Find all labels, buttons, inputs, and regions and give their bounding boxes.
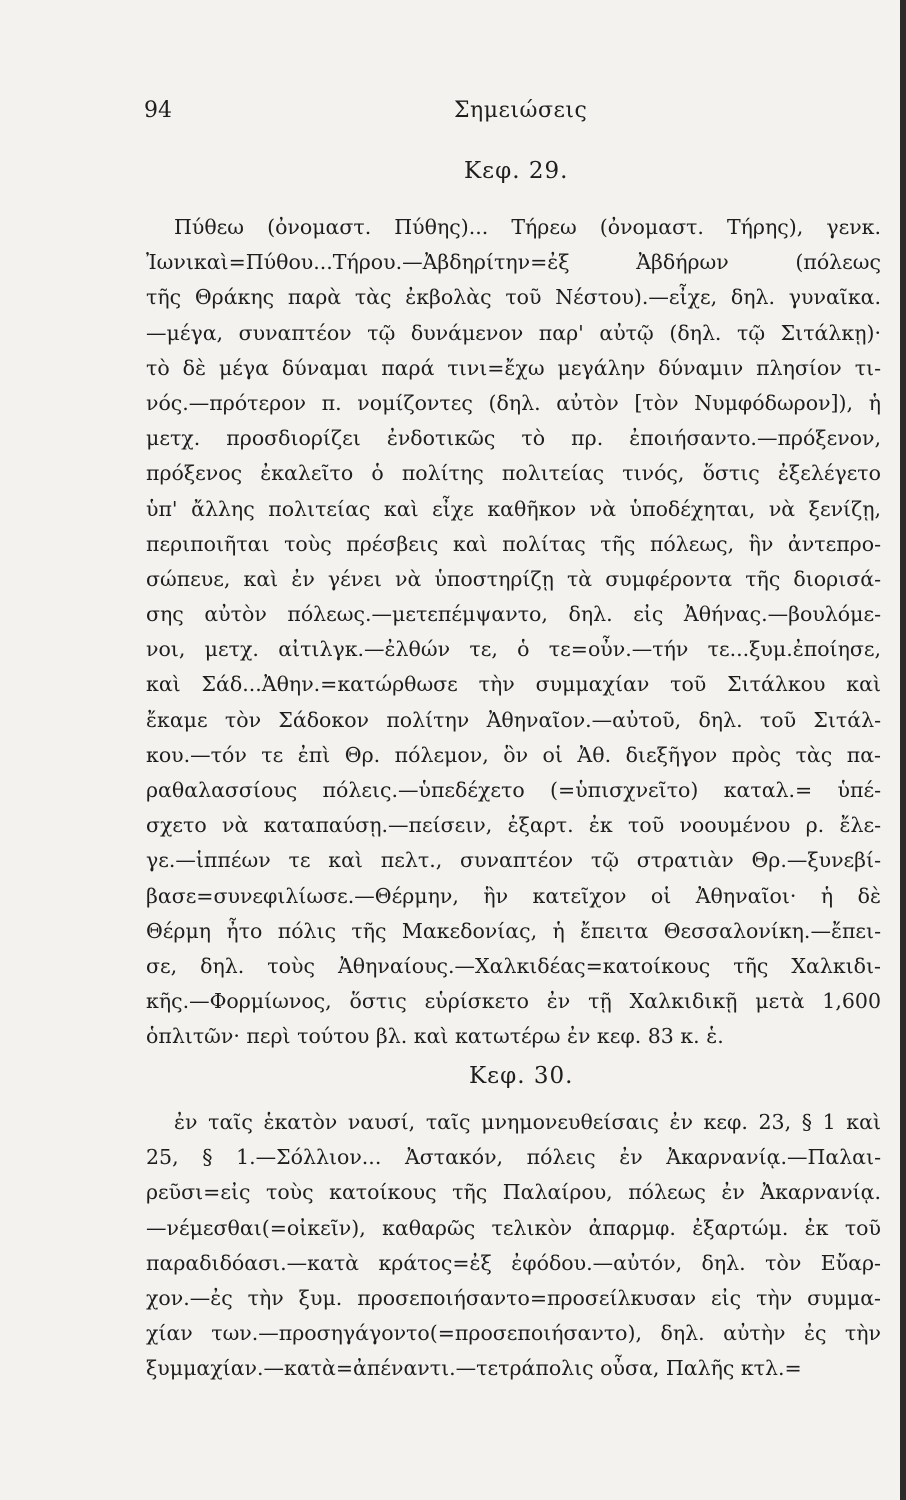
text-line: Θέρμη ἦτο πόλις τῆς Μακεδονίας, ἡ ἔπειτα Θεσσαλονίκη.—ἔπει- [146, 918, 881, 943]
text-line: νός.—πρότερον π. νομίζοντες (δηλ. αὐτὸν [τὸν Νυμφόδωρον]), ἡ [146, 390, 881, 415]
text-line: σε, δηλ. τοὺς Ἀθηναίους.—Χαλκιδέας=κατοίκους τῆς Χαλκιδι- [146, 953, 881, 978]
text-line: —νέμεσθαι(=οἰκεῖν), καθαρῶς τελικὸν ἀπαρμφ. ἐξαρτώμ. ἐκ τοῦ [146, 1215, 881, 1240]
chapter-heading-29: Κεφ. 29. [464, 158, 569, 184]
text-line: ρεῦσι=εἰς τοὺς κατοίκους τῆς Παλαίρου, πόλεως ἐν Ἀκαρνανίᾳ. [146, 1180, 881, 1205]
text-line: ραθαλασσίους πόλεις.—ὑπεδέχετο (=ὑπισχνεῖτο) καταλ.= ὑπέ- [146, 778, 881, 802]
text-line: καὶ Σάδ...Ἀθην.=κατώρθωσε τὴν συμμαχίαν τοῦ Σιτάλκου καὶ [146, 672, 881, 697]
text-line: μετχ. προσδιορίζει ἐνδοτικῶς τὸ πρ. ἐποιήσαντο.—πρόξενον, [146, 426, 881, 451]
text-line: νοι, μετχ. αἰτιλγκ.—ἐλθών τε, ὁ τε=οὖν.—τήν τε...ξυμ.ἐποίησε, [146, 637, 881, 662]
text-line: βασε=συνεφιλίωσε.—Θέρμην, ἣν κατεῖχον οἱ Ἀθηναῖοι· ἡ δὲ [146, 883, 881, 908]
text-line: σώπευε, καὶ ἐν γένει νὰ ὑποστηρίζῃ τὰ συμφέροντα τῆς διορισά- [146, 566, 881, 591]
text-line: ξυμμαχίαν.—κατὰ=ἀπέναντι.—τετράπολις οὖσα, Παλῆς κτλ.= [146, 1356, 802, 1381]
text-line: τῆς Θράκης παρὰ τὰς ἐκβολὰς τοῦ Νέστου).—εἶχε, δηλ. γυναῖκα. [146, 285, 881, 310]
text-line: —μέγα, συναπτέον τῷ δυνάμενον παρ' αὐτῷ (δηλ. τῷ Σιτάλκῃ)· [146, 320, 881, 345]
text-line: ὑπ' ἄλλης πολιτείας καὶ εἶχε καθῆκον νὰ ὑποδέχηται, νὰ ξενίζῃ, [146, 496, 881, 521]
text-line: χίαν των.—προσηγάγοντο(=προσεποιήσαντο), δηλ. αὐτὴν ἐς τὴν [146, 1321, 881, 1346]
text-line: γε.—ἱππέων τε καὶ πελτ., συναπτέον τῷ στρατιὰν Θρ.—ξυνεβί- [146, 848, 881, 873]
page-number: 94 [144, 98, 172, 123]
text-line: τὸ δὲ μέγα δύναμαι παρά τινι=ἔχω μεγάλην δύναμιν πλησίον τι- [146, 355, 881, 380]
text-line: 25, § 1.—Σόλλιον... Ἀστακόν, πόλεις ἐν Ἀκαρνανίᾳ.—Παλαι- [146, 1145, 881, 1170]
text-line: περιποιῆται τοὺς πρέσβεις καὶ πολίτας τῆς πόλεως, ἣν ἀντεπρο- [146, 531, 881, 556]
text-line: σχετο νὰ καταπαύσῃ.—πείσειν, ἐξαρτ. ἐκ τοῦ νοουμένου ρ. ἔλε- [146, 813, 881, 838]
chapter-heading-30: Κεφ. 30. [469, 1063, 574, 1089]
text-line: παραδιδόασι.—κατὰ κράτος=ἐξ ἐφόδου.—αὐτόν, δηλ. τὸν Εὔαρ- [146, 1250, 881, 1275]
text-line: κῆς.—Φορμίωνος, ὅστις εὑρίσκετο ἐν τῇ Χαλκιδικῇ μετὰ 1,600 [146, 989, 881, 1014]
text-line: Πύθεω (ὀνομαστ. Πύθης)... Τήρεω (ὀνομαστ. Τήρης), γενκ. [174, 215, 881, 239]
notes-block-chapter-30 [146, 1105, 881, 1387]
running-title: Σημειώσεις [454, 98, 588, 123]
text-line: χον.—ἐς τὴν ξυμ. προσεποιήσαντο=προσείλκυσαν εἰς τὴν συμμα- [146, 1285, 881, 1310]
text-line: κου.—τόν τε ἐπὶ Θρ. πόλεμον, ὃν οἱ Ἀθ. διεξῆγον πρὸς τὰς πα- [146, 742, 881, 767]
text-line: ἔκαμε τὸν Σάδοκον πολίτην Ἀθηναῖον.—αὐτοῦ, δηλ. τοῦ Σιτάλ- [146, 707, 881, 732]
text-line: σης αὐτὸν πόλεως.—μετεπέμψαντο, δηλ. εἰς Ἀθήνας.—βουλόμε- [146, 602, 881, 627]
text-line: ἐν ταῖς ἑκατὸν ναυσί, ταῖς μνημονευθείσαις ἐν κεφ. 23, § 1 καὶ [174, 1110, 881, 1134]
text-line: Ἰωνικαὶ=Πύθου...Τήρου.—Ἀβδηρίτην=ἐξ Ἀβδήρων (πόλεως [146, 250, 881, 275]
page-edge-shadow [900, 0, 906, 1500]
text-line: ὁπλιτῶν· περὶ τούτου βλ. καὶ κατωτέρω ἐν κεφ. 83 κ. ἑ. [146, 1024, 724, 1049]
text-line: πρόξενος ἐκαλεῖτο ὁ πολίτης πολιτείας τινός, ὅστις ἐξελέγετο [146, 461, 881, 486]
notes-block-chapter-29 [146, 210, 881, 1055]
